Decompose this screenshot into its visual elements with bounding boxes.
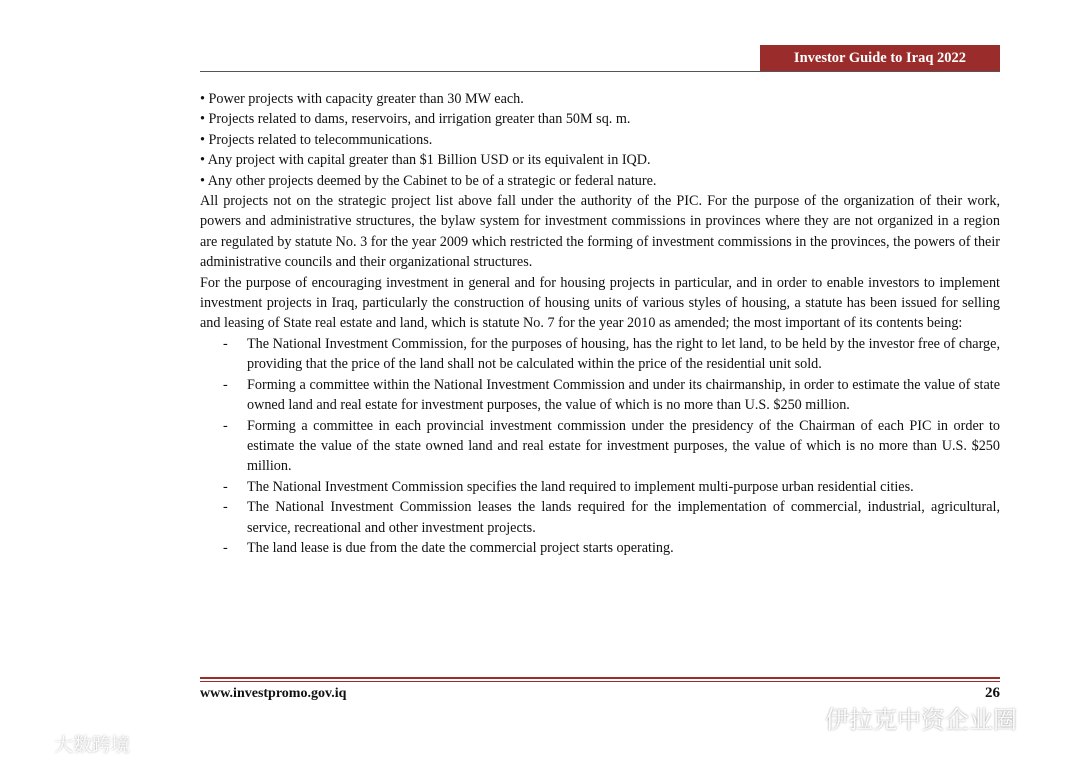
wechat-icon (785, 704, 819, 732)
logo-icon (10, 733, 50, 755)
list-item-text: Forming a committee within the National Investment Commission and under its chairmanship, in order to estimate the value of state owned land and real estate for investment purposes, the value of which is no more than U.S. $250 million. (247, 376, 1000, 414)
bullet-item: • Power projects with capacity greater than 30 MW each. (200, 91, 524, 107)
page-number: 26 (985, 685, 1000, 701)
list-item (200, 375, 1000, 416)
list-item-text: The National Investment Commission leases the lands required for the implementation of commercial, industrial, agricultural, service, recreational and other investment projects. (247, 499, 1000, 536)
watermark-text: 伊拉克中资企业圈 (825, 706, 1017, 734)
bullet-item: • Any other projects deemed by the Cabinet to be of a strategic or federal nature. (200, 172, 657, 189)
header-rule (200, 71, 1000, 72)
list-item (200, 334, 1000, 375)
paragraph: All projects not on the strategic project list above fall under the authority of the PIC. For the purpose of the organization of their work, powers and administrative structures, the bylaw system for investment commissions in provinces where they are not organized in a region are regulated by statute No. 3 for the year 2009 which restricted the forming of investment commissions in the provinces, the powers of their administrative councils and their organizational structures. (200, 193, 1000, 271)
dash-marker: - (223, 417, 228, 434)
list-item (200, 538, 1000, 558)
dash-marker: - (223, 478, 228, 495)
list-item-text: The National Investment Commission specifies the land required to implement multi-purpose urban residential cities. (247, 478, 914, 495)
list-item-text: The land lease is due from the date the commercial project starts operating. (247, 539, 674, 556)
list-item (200, 497, 1000, 538)
watermark-logo (10, 730, 130, 757)
bullet-item: • Projects related to telecommunications. (200, 131, 433, 148)
bullet-item: • Projects related to dams, reservoirs, and irrigation greater than 50M sq. m. (200, 111, 631, 128)
list-item (200, 416, 1000, 477)
list-item-text: The National Investment Commission, for the purposes of housing, has the right to let land, to be held by the investor free of charge, providing that the price of the land shall not be calculated within the price of the residential unit sold. (247, 335, 1000, 373)
list-item (200, 477, 1000, 497)
dash-marker: - (223, 335, 228, 352)
watermark-wechat (785, 700, 1017, 735)
list-item-text: Forming a committee in each provincial investment commission under the presidency of the Chairman of each PIC in order to estimate the value of the state owned land and real estate for investment purposes, the value of which is no more than U.S. $250 million. (247, 417, 1000, 475)
paragraph: For the purpose of encouraging investment in general and for housing projects in particular, and in order to enable investors to implement investment projects in Iraq, particularly the construction of housing units of various styles of housing, a statute has been issued for selling and leasing of State real estate and land, which is statute No. 7 for the year 2010 as amended; the most important of its contents being: (200, 274, 1000, 332)
bullet-item: • Any project with capital greater than $1 Billion USD or its equivalent in IQD. (200, 152, 651, 169)
dash-marker: - (223, 376, 228, 393)
dash-marker: - (223, 539, 228, 556)
footer-url: www.investpromo.gov.iq (200, 686, 347, 701)
dash-list (200, 334, 1000, 558)
header-title-badge: Investor Guide to Iraq 2022 (760, 45, 1000, 72)
dash-marker: - (223, 499, 228, 516)
page-content (200, 89, 1000, 558)
footer-rule (200, 681, 1000, 682)
footer-rule (200, 677, 1000, 679)
watermark-text: 大数跨境 (54, 734, 131, 756)
